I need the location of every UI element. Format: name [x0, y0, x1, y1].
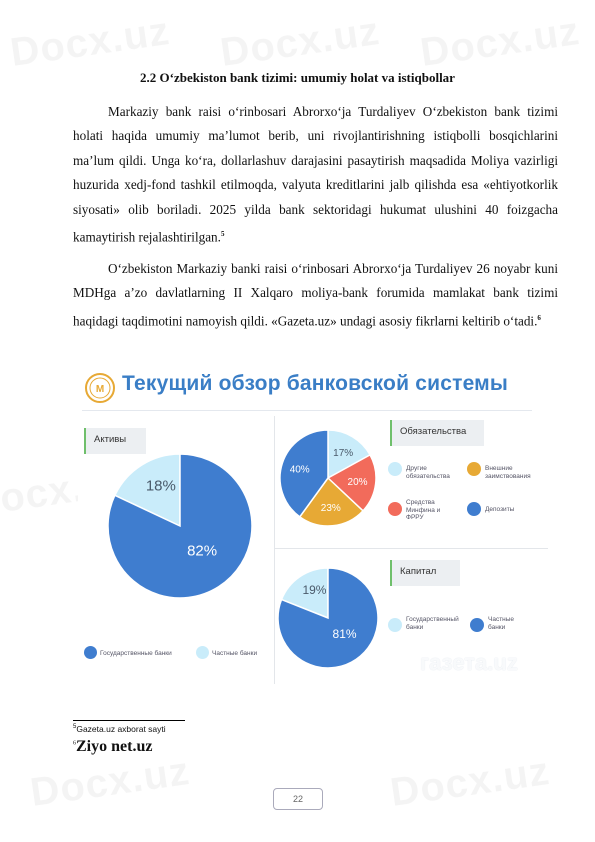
footnote-ref-5[interactable]: 5 [220, 230, 225, 239]
legend-label-mof-funds: Средства Минфина и ФРРУ [406, 499, 441, 521]
footnote-ref-6[interactable]: 6 [537, 313, 541, 322]
assets-slice-1 [100, 440, 260, 622]
obligations-data-label-3: 40% [289, 464, 310, 476]
watermark [8, 9, 173, 76]
assets-label: Активы [84, 428, 146, 454]
legend-label-state-banks: Государственные банки [100, 650, 172, 657]
capital-label: Капитал [390, 560, 460, 586]
footnote-separator [73, 720, 185, 721]
footnote-5-text: Gazeta.uz axborat sayti [76, 724, 166, 734]
page-number: 22 [273, 788, 323, 810]
gazeta-brand-watermark: газета.uz [420, 650, 518, 675]
obligations-data-label-1: 20% [347, 477, 368, 489]
legend-label-deposits: Депозиты [485, 506, 515, 513]
legend-swatch-external-borrowings [467, 462, 481, 476]
legend-swatch-mof-funds [388, 502, 402, 516]
legend-swatch-private-banks [196, 646, 209, 659]
obligations-pie-chart [276, 412, 380, 542]
legend-swatch-private-banks-capital [470, 618, 484, 632]
section-title: 2.2 O‘zbekiston bank tizimi: umumiy holat va istiqbollar [140, 70, 455, 85]
paragraph-1 [73, 100, 558, 250]
legend-label-private-banks: Частные банки [212, 650, 258, 657]
legend-label-private-banks-capital: Частные банки [488, 616, 515, 631]
capital-slice-1 [276, 553, 386, 682]
obligations-label: Обязательства [390, 420, 484, 446]
capital-pie-chart [276, 552, 386, 682]
title-divider [82, 410, 532, 411]
obligations-data-label-0: 17% [333, 447, 354, 459]
watermark [28, 749, 193, 816]
legend-label-other-obligations: Другие обязательства [406, 465, 450, 480]
paragraph-1-text: Markaziy bank raisi o‘rinbosari Abrorxo‘ja Turdaliyev O‘zbekiston bank tizimi holati haqida umumiy ma’lumot berib, uni rivojlantirishning istiqbolli bosqichlarini ma’lum qildi. Unga ko‘ra, dollarlashuv darajasini pasaytirish maqsadida Moliya vazirligi huzurida xedj-fond tashkil etilmoqda, valyuta kreditlarini jalb qilishda esa «ehtiyotkorlik siyosati» olib boriladi. 2025 yilda bank sektoridagi hukumat ulushini 40 foizgacha kamaytirish rejalashtirilgan. [73, 104, 558, 245]
footnote-6 [73, 738, 152, 756]
cbu-logo-icon [84, 368, 116, 408]
obligations-data-label-2: 23% [320, 503, 341, 515]
horizontal-divider [274, 548, 548, 549]
paragraph-2 [73, 257, 558, 334]
assets-pie-chart [100, 440, 260, 630]
footnote-6-text: Ziyo net.uz [76, 738, 153, 755]
legend-swatch-state-banks-capital [388, 618, 402, 632]
assets-data-label-1: 82% [187, 542, 218, 560]
legend-swatch-other-obligations [388, 462, 402, 476]
watermark [218, 9, 383, 76]
svg-text:M: M [95, 384, 105, 395]
capital-data-label-1: 81% [332, 627, 357, 642]
legend-swatch-state-banks [84, 646, 97, 659]
legend-swatch-deposits [467, 502, 481, 516]
legend-label-external-borrowings: Внешние заимствования [485, 465, 531, 480]
vertical-divider [274, 416, 275, 684]
infographic-title: Текущий обзор банковской системы [122, 372, 509, 395]
footnote-5-number: 5 [73, 724, 77, 731]
footnote-6-number: 6 [73, 740, 76, 747]
assets-data-label-0: 18% [145, 477, 176, 495]
watermark [388, 749, 553, 816]
watermark [418, 9, 583, 76]
legend-label-state-banks-capital: Государственный банки [406, 616, 459, 631]
footnote-5 [73, 724, 166, 734]
paragraph-2-text: O‘zbekiston Markaziy banki raisi o‘rinbosari Abrorxo‘ja Turdaliyev 26 noyabr kuni MDHga a’zo davlatlarning II Xalqaro moliya-bank forumida mamlakat bank tizimi haqidagi taqdimotini namoyish qildi. «Gazeta.uz» undagi asosiy fikrlarni keltirib o‘tadi. [73, 261, 558, 329]
capital-data-label-0: 19% [302, 582, 327, 597]
